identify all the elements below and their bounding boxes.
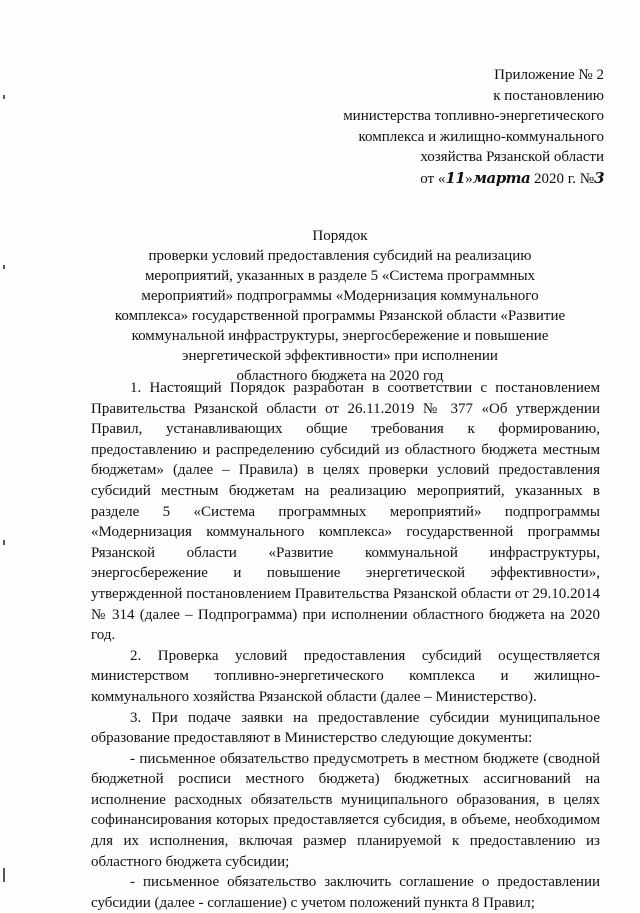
annex-ministry-line3: хозяйства Рязанской области	[420, 149, 604, 165]
date-mid: »	[465, 170, 473, 187]
paragraph-3: 3. При подаче заявки на предоставление субсидии муниципальное образование предоставляют в Министерство следующие документы:	[91, 709, 600, 747]
title-line: энергетической эффективности» при исполнении	[182, 348, 498, 364]
scan-edge-mark	[3, 265, 5, 269]
paragraph-list-item: - письменное обязательство предусмотреть в местном бюджете (сводной бюджетной росписи местного бюджета) бюджетных ассигнований на исполнение расходных обязательств муниципального образования, в целях софинансирования которых предоставляется субсидия, в объеме, необходимом для их исполнения, включая размер планируемой к предоставлению из областного бюджета субсидии;	[91, 750, 600, 870]
date-day-handwritten: 11	[445, 168, 466, 187]
paragraph-list-item: - письменное обязательство заключить соглашение о предоставлении субсидии (далее - соглашение) с учетом положений пункта 8 Правил;	[91, 874, 600, 911]
annex-title: Приложение № 2	[494, 67, 604, 83]
scan-edge-mark	[3, 868, 5, 882]
date-month-handwritten: марта	[472, 168, 531, 187]
date-year: 2020 г. №	[530, 170, 595, 187]
title-heading: Порядок	[312, 228, 368, 244]
scan-edge-mark	[3, 95, 5, 99]
title-line: коммунальной инфраструктуры, энергосбережение и повышение	[131, 328, 549, 344]
paragraph-1: 1. Настоящий Порядок разработан в соответствии с постановлением Правительства Рязанской области от 26.11.2019 № 377 «Об утверждении Правил, устанавливающих общие требования к формированию, предоставлению и распределению субсидий из областного бюджета местным бюджетам» (далее – Правила) в целях проверки условий предоставления субсидий местным бюджетам на реализацию мероприятий, указанных в разделе 5 «Система программных мероприятий» подпрограммы «Модернизация коммунального комплекса» государственной программы Рязанской области «Развитие коммунальной инфраструктуры, энергосбережение и повышение энергетической эффективности», утвержденной постановлением Правительства Рязанской области от 29.10.2014 № 314 (далее – Подпрограмма) при исполнении областного бюджета на 2020 год.	[91, 380, 600, 644]
paragraph-2: 2. Проверка условий предоставления субсидий осуществляется министерством топливно-энергетического комплекса и жилищно-коммунального хозяйства Рязанской области (далее – Министерство).	[91, 647, 600, 705]
annex-ministry-line2: комплекса и жилищно-коммунального	[358, 128, 604, 145]
document-title	[90, 226, 590, 386]
title-line: комплекса» государственной программы Рязанской области «Развитие	[114, 308, 566, 324]
annex-date-line	[304, 168, 604, 190]
document-number-handwritten: 3	[594, 168, 604, 187]
title-line: областного бюджета на 2020 год	[236, 368, 444, 384]
annex-ministry-line1: министерства топливно-энергетического	[343, 108, 604, 124]
title-line: проверки условий предоставления субсидий на реализацию	[148, 248, 532, 264]
title-line: мероприятий, указанных в разделе 5 «Система программных	[144, 268, 536, 284]
annex-header	[304, 65, 604, 189]
annex-resolution: к постановлению	[493, 87, 604, 104]
title-line: мероприятий» подпрограммы «Модернизация коммунального	[141, 288, 539, 304]
scan-edge-mark	[3, 540, 5, 545]
date-prefix: от «	[420, 170, 446, 187]
document-body	[91, 378, 600, 913]
